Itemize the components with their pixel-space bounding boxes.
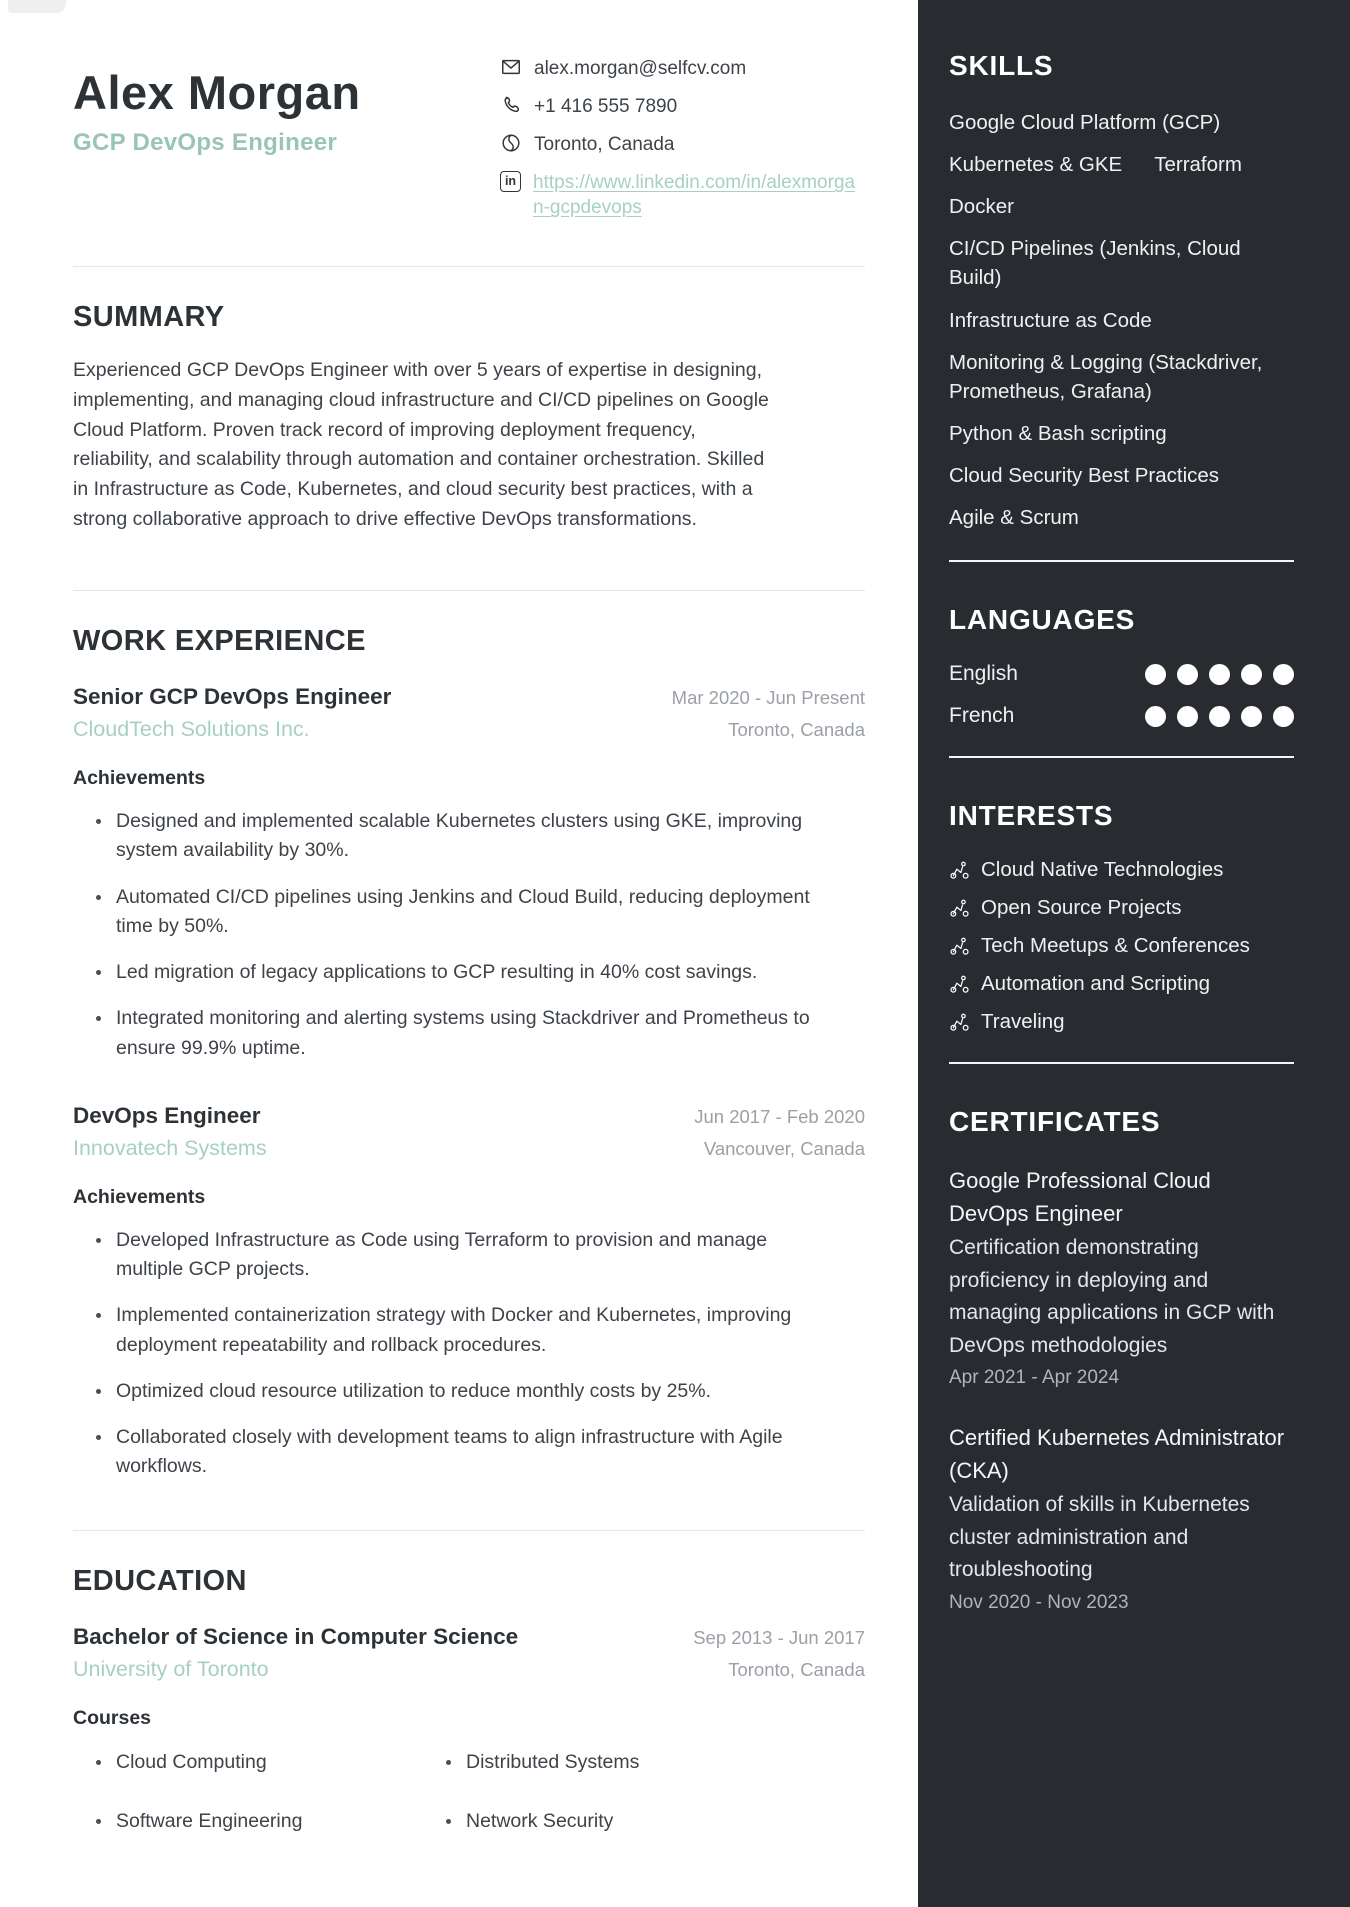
bullet-dot — [446, 1819, 451, 1824]
certificate-entry — [949, 1421, 1294, 1614]
cyclist-icon — [949, 898, 970, 919]
certificates-section — [949, 1106, 1294, 1614]
language-row — [949, 704, 1294, 728]
education-dates: Sep 2013 - Jun 2017 — [693, 1626, 865, 1648]
contact-email-row — [500, 56, 865, 81]
job-company: Innovatech Systems — [73, 1135, 267, 1160]
list-item: Designed and implemented scalable Kubernetes clusters using GKE, improving system availability by 30%. — [73, 807, 865, 866]
bullet-dot — [96, 819, 101, 824]
work-experience-section — [73, 625, 865, 1482]
skill-item: CI/CD Pipelines (Jenkins, Cloud Build) — [949, 237, 1241, 290]
bullet-dot — [96, 1760, 101, 1765]
interest-item — [949, 896, 1294, 920]
achievements-label: Achievements — [73, 767, 206, 790]
language-dot — [1241, 706, 1262, 727]
cyclist-icon — [949, 1012, 970, 1033]
language-dot — [1209, 664, 1230, 685]
job-title-row — [73, 684, 865, 710]
courses-label: Courses — [73, 1706, 152, 1729]
language-name: French — [949, 704, 1015, 728]
phone-icon — [500, 94, 522, 116]
cyclist-icon — [949, 936, 970, 957]
language-dot — [1209, 706, 1230, 727]
list-item: Network Security — [423, 1807, 773, 1836]
certificate-dates: Nov 2020 - Nov 2023 — [949, 1592, 1129, 1614]
skill-item: Google Cloud Platform (GCP) — [949, 111, 1221, 134]
job-location: Vancouver, Canada — [703, 1137, 865, 1159]
summary-heading: SUMMARY — [73, 301, 225, 334]
contact-phone-row — [500, 94, 865, 119]
cyclist-icon — [949, 860, 970, 881]
skill-item: Infrastructure as Code — [949, 308, 1152, 332]
job-company-row — [73, 1129, 865, 1161]
list-item: Automated CI/CD pipelines using Jenkins and Cloud Build, reducing deployment time by 50%. — [73, 883, 865, 942]
certificate-dates: Apr 2021 - Apr 2024 — [949, 1367, 1120, 1389]
contact-email: alex.morgan@selfcv.com — [534, 58, 747, 79]
skill-item: Terraform — [1154, 153, 1242, 177]
language-level-dots — [1145, 706, 1294, 727]
skill-item: Monitoring & Logging (Stackdriver, Prometheus, Grafana) — [949, 350, 1263, 403]
sidebar — [918, 0, 1350, 1907]
achievements-list — [73, 1226, 865, 1482]
contact-location-row — [500, 132, 865, 157]
bullet-dot — [96, 895, 101, 900]
divider — [73, 266, 865, 267]
certificates-heading: CERTIFICATES — [949, 1106, 1161, 1138]
job-company-row — [73, 710, 865, 742]
bullet-dot — [96, 1389, 101, 1394]
header — [73, 50, 865, 220]
job-title: Senior GCP DevOps Engineer — [73, 684, 392, 710]
divider — [73, 1530, 865, 1531]
interest-label: Open Source Projects — [981, 896, 1182, 920]
list-item: Developed Infrastructure as Code using Terraform to provision and manage multiple GCP projects. — [73, 1226, 865, 1285]
achievements-label: Achievements — [73, 1185, 206, 1208]
work-experience-heading: WORK EXPERIENCE — [73, 625, 366, 658]
courses-list — [73, 1748, 773, 1837]
job-location: Toronto, Canada — [728, 719, 865, 741]
language-dot — [1241, 664, 1262, 685]
linkedin-icon: in — [500, 171, 521, 192]
header-identity — [73, 50, 361, 157]
sidebar-divider — [949, 1062, 1294, 1064]
language-dot — [1273, 706, 1294, 727]
person-name: Alex Morgan — [73, 66, 361, 119]
language-dot — [1145, 664, 1166, 685]
bullet-dot — [96, 1016, 101, 1021]
bullet-dot — [446, 1760, 451, 1765]
certificate-description: Validation of skills in Kubernetes cluster administration and troubleshooting — [949, 1493, 1250, 1582]
summary-text: Experienced GCP DevOps Engineer with over 5 years of expertise in designing, implementing, and managing cloud infrastructure and CI/CD pipelines on Google Cloud Platform. Proven track record of improving deployment frequency, reliability, and scalability through automation and container orchestration. Skilled in Infrastructure as Code, Kubernetes, and cloud security best practices, with a strong collaborative approach to drive effective DevOps transformations. — [73, 359, 769, 530]
education-location: Toronto, Canada — [728, 1658, 865, 1680]
certificate-entry — [949, 1164, 1294, 1389]
skill-item: Agile & Scrum — [949, 506, 1079, 530]
page-corner-smudge — [8, 0, 66, 13]
list-item: Implemented containerization strategy with Docker and Kubernetes, improving deployment repeatability and rollback procedures. — [73, 1301, 865, 1360]
job-entry — [73, 1103, 865, 1482]
certificate-name: Google Professional Cloud DevOps Engineer — [949, 1168, 1211, 1227]
certificate-description: Certification demonstrating proficiency in deploying and managing applications in GCP with DevOps methodologies — [949, 1236, 1275, 1357]
language-dot — [1177, 706, 1198, 727]
linkedin-link[interactable]: https://www.linkedin.com/in/alexmorgan-gcpdevops — [533, 172, 856, 219]
interest-label: Traveling — [981, 1010, 1065, 1034]
job-entry — [73, 684, 865, 1063]
person-job-title: GCP DevOps Engineer — [73, 129, 338, 157]
contact-block — [500, 56, 865, 220]
interest-label: Tech Meetups & Conferences — [981, 934, 1250, 958]
skill-item: Python & Bash scripting — [949, 421, 1167, 445]
list-item: Distributed Systems — [423, 1748, 773, 1777]
language-dot — [1177, 664, 1198, 685]
degree-name: Bachelor of Science in Computer Science — [73, 1623, 519, 1649]
sidebar-divider — [949, 560, 1294, 562]
school-row — [73, 1650, 865, 1682]
skill-item: Kubernetes & GKE — [949, 153, 1123, 177]
summary-section — [73, 301, 865, 534]
globe-icon — [500, 132, 522, 154]
achievements-list — [73, 807, 865, 1063]
education-section — [73, 1565, 865, 1837]
language-dot — [1145, 706, 1166, 727]
language-name: English — [949, 662, 1018, 686]
skill-item-pair — [949, 150, 1294, 179]
bullet-dot — [96, 1313, 101, 1318]
skills-heading: SKILLS — [949, 50, 1054, 81]
cyclist-icon — [949, 974, 970, 995]
list-item: Software Engineering — [73, 1807, 423, 1836]
list-item: Optimized cloud resource utilization to reduce monthly costs by 25%. — [73, 1377, 865, 1406]
interest-item — [949, 858, 1294, 882]
email-icon — [500, 56, 522, 78]
job-title-row — [73, 1103, 865, 1129]
education-entry — [73, 1624, 865, 1837]
contact-linkedin-row — [500, 170, 865, 220]
skill-item: Docker — [949, 195, 1014, 219]
language-level-dots — [1145, 664, 1294, 685]
language-dot — [1273, 664, 1294, 685]
languages-heading: LANGUAGES — [949, 604, 1136, 636]
job-dates: Mar 2020 - Jun Present — [671, 687, 865, 709]
skill-item: Cloud Security Best Practices — [949, 463, 1220, 487]
bullet-dot — [96, 1238, 101, 1243]
interest-label: Automation and Scripting — [981, 972, 1211, 996]
contact-phone: +1 416 555 7890 — [534, 96, 678, 118]
bullet-dot — [96, 970, 101, 975]
education-heading: EDUCATION — [73, 1564, 247, 1597]
job-dates: Jun 2017 - Feb 2020 — [694, 1105, 865, 1127]
languages-section — [949, 604, 1294, 728]
job-company: CloudTech Solutions Inc. — [73, 717, 310, 742]
degree-row — [73, 1624, 865, 1650]
interest-item — [949, 1010, 1294, 1034]
list-item: Collaborated closely with development teams to align infrastructure with Agile workflows. — [73, 1423, 865, 1482]
contact-location: Toronto, Canada — [534, 134, 675, 156]
certificate-name: Certified Kubernetes Administrator (CKA) — [949, 1425, 1285, 1484]
language-row — [949, 662, 1294, 686]
interest-label: Cloud Native Technologies — [981, 858, 1224, 882]
skills-section — [949, 50, 1294, 532]
interest-item — [949, 972, 1294, 996]
divider — [73, 590, 865, 591]
bullet-dot — [96, 1435, 101, 1440]
school-name: University of Toronto — [73, 1656, 269, 1681]
list-item: Cloud Computing — [73, 1748, 423, 1777]
interest-item — [949, 934, 1294, 958]
list-item: Led migration of legacy applications to GCP resulting in 40% cost savings. — [73, 958, 865, 987]
interests-heading: INTERESTS — [949, 800, 1114, 832]
job-title: DevOps Engineer — [73, 1102, 261, 1128]
interests-section — [949, 800, 1294, 1034]
bullet-dot — [96, 1819, 101, 1824]
sidebar-divider — [949, 756, 1294, 758]
list-item: Integrated monitoring and alerting systems using Stackdriver and Prometheus to ensure 99.9% uptime. — [73, 1004, 865, 1063]
